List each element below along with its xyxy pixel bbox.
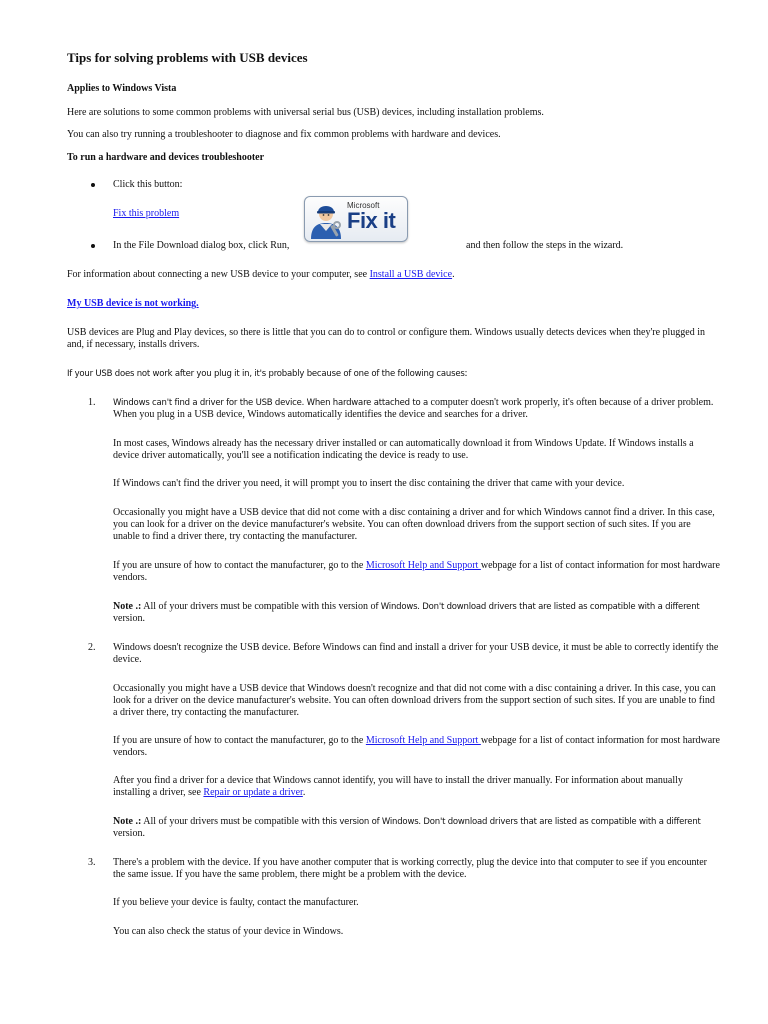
fix-it-button[interactable] (304, 196, 408, 242)
item-1-note-b: f Windows. Don't download drivers that are listed as compatible with a different (375, 602, 700, 612)
item-1-para-4-line-1: Occasionally you might have a USB device that did not come with a disc containing a driver and for which Windows cannot find a driver. In this case, (113, 507, 715, 518)
follow-steps-text: and then follow the steps in the wizard. (466, 240, 624, 251)
causes-intro-colon: : (464, 368, 468, 379)
repair-update-driver-link[interactable]: Repair or update a driver (203, 787, 303, 798)
item-2-note-a: All of your drivers must be compatible wi (141, 816, 312, 827)
item-2-line-2: device. (113, 654, 142, 665)
fixit-label: Fix it (347, 208, 396, 233)
item-2-para-4-prefix: installing a driver, see (113, 787, 204, 798)
connect-info-prefix: For information about connecting a new USB device to your computer, see (67, 269, 370, 280)
connect-info (67, 269, 455, 281)
item-1-para-5-line-2: vendors. (113, 572, 148, 583)
fixit-brand-text: Microsoft (347, 201, 380, 210)
connect-info-suffix: . (452, 269, 455, 280)
note-label: Note .: (113, 601, 142, 612)
fix-this-problem-link[interactable]: Fix this problem (113, 208, 180, 219)
item-2-para-4-line-1: After you find a driver for a device that Windows cannot identify, you will have to install the driver manually. For information about manually (113, 775, 683, 786)
item-1-para-5-suffix: webpage for a list of contact information for most hardware (480, 560, 720, 571)
item-1-note (113, 601, 700, 613)
item-1-para-2-line-2: device driver automatically, you'll see a notification indicating the device is ready to use. (113, 450, 469, 461)
item-2-para-3-line-2: vendors. (113, 747, 148, 758)
microsoft-help-support-link[interactable]: Microsoft Help and Support (365, 735, 481, 746)
causes-intro-text: If your USB does not work after you plug it in, it's probably because of one of the following causes (67, 369, 465, 379)
item-1-para-4-line-3: unable to find a driver there, try contacting the manufacturer. (113, 531, 358, 542)
item-3-para-2: If you believe your device is faulty, contact the manufacturer. (113, 897, 359, 908)
usb-not-working-link[interactable]: My USB device is not working. (67, 298, 199, 309)
item-2-para-4-suffix: . (302, 787, 306, 798)
intro-paragraph-1: Here are solutions to some common problems with universal serial bus (USB) devices, including installation problems. (67, 107, 544, 118)
item-1-note-a: All of your drivers must be compatible with this version o (141, 601, 376, 612)
item-2-para-3-suffix: webpage for a list of contact information for most hardware (480, 735, 720, 746)
item-2-note-b: th this version of Windows. Don't download drivers that are listed as compatible with a different (311, 817, 701, 827)
item-1-line-2: When you plug in a USB device, Windows automatically identifies the device and searches for a driver. (113, 409, 528, 420)
item-1-line-1b: computer doesn't work properly, it's often because of a driver problem. (428, 397, 714, 408)
item-1-line-1 (113, 397, 713, 409)
page-title: Tips for solving problems with USB devices (67, 50, 308, 65)
item-2-para-2-line-3: a driver there, try contacting the manufacturer. (113, 707, 300, 718)
item-2-note (113, 816, 701, 828)
applies-to: Applies to Windows Vista (67, 83, 177, 94)
item-number: 3. (88, 857, 96, 868)
item-3-para-3: You can also check the status of your device in Windows. (113, 926, 344, 937)
item-3-line-2: the same issue. If you have the same problem, there might be a problem with the device. (113, 869, 467, 880)
intro-paragraph-2: You can also try running a troubleshooter to diagnose and fix common problems with hardware and devices. (67, 129, 501, 140)
causes-intro (67, 368, 467, 380)
item-2-para-3-prefix: If you are unsure of how to contact the manufacturer, go to the (113, 735, 366, 746)
item-1-note-line-2: version. (113, 613, 145, 624)
click-button-text: Click this button: (113, 179, 183, 190)
item-2-para-3-line-1 (113, 735, 720, 747)
item-3-line-1: There's a problem with the device. If you have another computer that is working correctly, plug the device into that computer to see if you encounter (113, 857, 708, 868)
technician-icon (307, 199, 345, 239)
item-1-para-5-prefix: If you are unsure of how to contact the manufacturer, go to the (113, 560, 366, 571)
microsoft-help-support-link[interactable]: Microsoft Help and Support (365, 560, 481, 571)
troubleshooter-heading: To run a hardware and devices troubleshooter (67, 152, 265, 163)
install-usb-device-link[interactable]: Install a USB device (369, 269, 453, 280)
plug-and-play-line-2: and, if necessary, installs drivers. (67, 339, 200, 350)
item-2-para-2-line-1: Occasionally you might have a USB device that Windows doesn't recognize and that did not come with a disc containing a driver. In this case, you can (113, 683, 716, 694)
item-number: 1. (88, 397, 96, 408)
item-1-para-5-line-1 (113, 560, 720, 572)
item-1-para-4-line-2: you can look for a driver on the device manufacturer's website. You can often download drivers from the support section of such sites. If you are (113, 519, 691, 530)
item-2-para-4-line-2 (113, 787, 305, 799)
item-2-line-1: Windows doesn't recognize the USB device. Before Windows can find and install a driver for your USB device, it must be able to correctly identify the (113, 642, 719, 653)
item-1-line-1a: Windows can't find a driver for the USB device. When hardware attached to a (113, 398, 429, 408)
item-2-para-2-line-2: look for a driver on the device manufacturer's website. You can often download drivers from the support section of such sites. If you are unable to find (113, 695, 715, 706)
note-label: Note .: (113, 816, 142, 827)
item-1-para-3: If Windows can't find the driver you need, it will prompt you to insert the disc containing the driver that came with your device. (113, 478, 625, 489)
item-1-para-2-line-1: In most cases, Windows already has the necessary driver installed or can automatically download it from Windows Update. If Windows installs a (113, 438, 694, 449)
bullet (91, 183, 95, 187)
file-download-text: In the File Download dialog box, click Run, (113, 240, 290, 251)
plug-and-play-line-1: USB devices are Plug and Play devices, so there is little that you can do to control or configure them. Windows usually detects devices when they're plugged in (67, 327, 706, 338)
item-number: 2. (88, 642, 96, 653)
item-2-note-line-2: version. (113, 828, 145, 839)
bullet (91, 244, 95, 248)
